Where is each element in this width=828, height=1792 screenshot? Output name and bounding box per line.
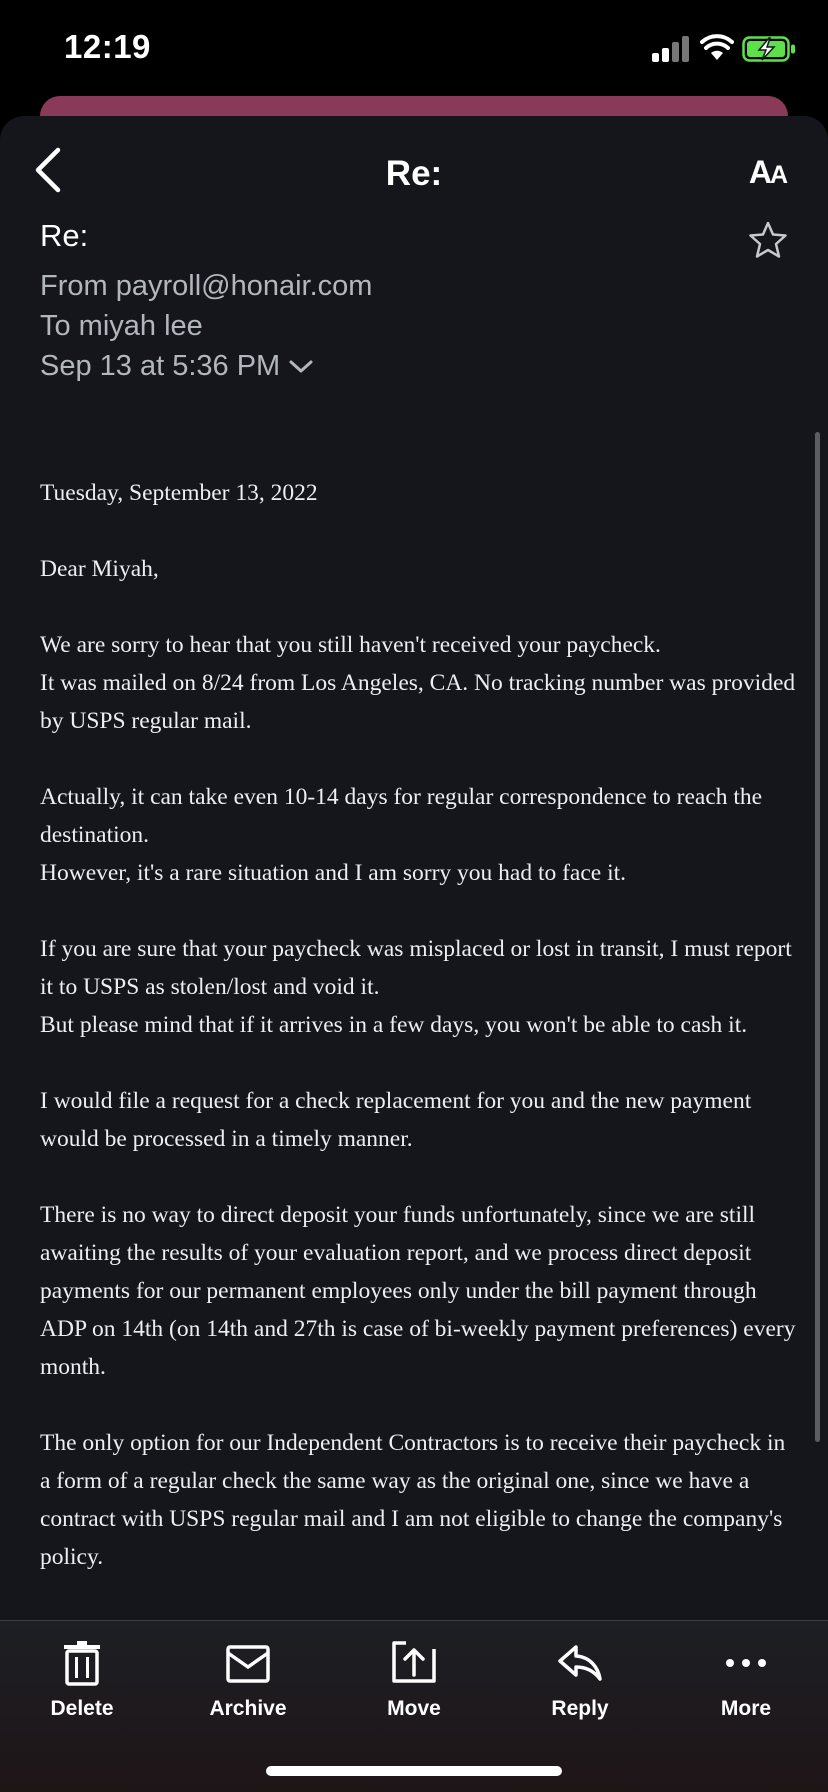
recipient-name[interactable]: To miyah lee (40, 310, 203, 342)
body-paragraph-date: Tuesday, September 13, 2022 (40, 480, 318, 506)
reply-button[interactable] (510, 1639, 650, 1721)
body-paragraph: Actually, it can take even 10-14 days for regular correspondence to reach the destination. However, it's a rare situation and I am sorry you had to face it. (40, 784, 763, 886)
status-time: 12:19 (64, 28, 151, 65)
text-size-label-big: A (748, 154, 770, 190)
body-paragraph-greeting: Dear Miyah, (40, 556, 159, 582)
body-paragraph: The only option for our Independent Contractors is to receive their paycheck in a form of a regular check the same way as the original one, since we have a contract with USPS regular mail and I am not eligible to change the company's policy. (40, 1430, 786, 1570)
scrollbar[interactable] (815, 432, 820, 1442)
email-body (40, 474, 800, 1614)
more-button[interactable] (676, 1639, 816, 1721)
wifi-icon (700, 34, 734, 62)
archive-icon (224, 1639, 272, 1687)
star-icon[interactable] (748, 220, 788, 260)
archive-button[interactable] (178, 1639, 318, 1721)
body-paragraph: If you are sure that your paycheck was misplaced or lost in transit, I must report it to USPS as stolen/lost and void it. But please mind that if it arrives in a few days, you won't be able to cash it. (40, 936, 792, 1038)
move-label: Move (387, 1697, 441, 1720)
trash-icon (60, 1639, 104, 1687)
delete-label: Delete (50, 1697, 114, 1720)
email-date: Sep 13 at 5:36 PM (40, 350, 281, 382)
email-sheet (0, 116, 828, 1792)
body-paragraph: I would file a request for a check replacement for you and the new payment would be processed in a timely manner. (40, 1088, 752, 1152)
move-folder-icon (390, 1639, 438, 1687)
body-paragraph: There is no way to direct deposit your funds unfortunately, since we are still awaiting the results of your evaluation report, and we process direct deposit payments for our permanent employees only under the bill payment through ADP on 14th (on 14th and 27th is case of bi-weekly payment preferences) every month. (40, 1202, 796, 1380)
body-paragraph: We are sorry to hear that you still haven't received your paycheck. It was mailed on 8/24 from Los Angeles, CA. No tracking number was provided by USPS regular mail. (40, 632, 796, 734)
status-bar (0, 0, 828, 96)
text-size-label-small: A (769, 161, 786, 189)
chevron-down-icon (288, 359, 314, 375)
cellular-signal-icon (652, 36, 692, 62)
battery-charging-icon (742, 36, 796, 62)
reply-label: Reply (551, 1697, 609, 1720)
email-subject: Re: (40, 218, 89, 253)
move-button[interactable] (344, 1639, 484, 1721)
home-indicator[interactable] (266, 1766, 562, 1776)
email-date-toggle[interactable] (40, 350, 314, 383)
reply-arrow-icon (556, 1639, 604, 1687)
more-label: More (720, 1697, 772, 1720)
archive-label: Archive (209, 1697, 287, 1720)
more-dots-icon (722, 1639, 770, 1687)
text-size-button[interactable] (749, 154, 786, 191)
delete-button[interactable] (12, 1639, 152, 1721)
sender-address[interactable]: From payroll@honair.com (40, 270, 373, 302)
nav-title: Re: (385, 154, 443, 193)
